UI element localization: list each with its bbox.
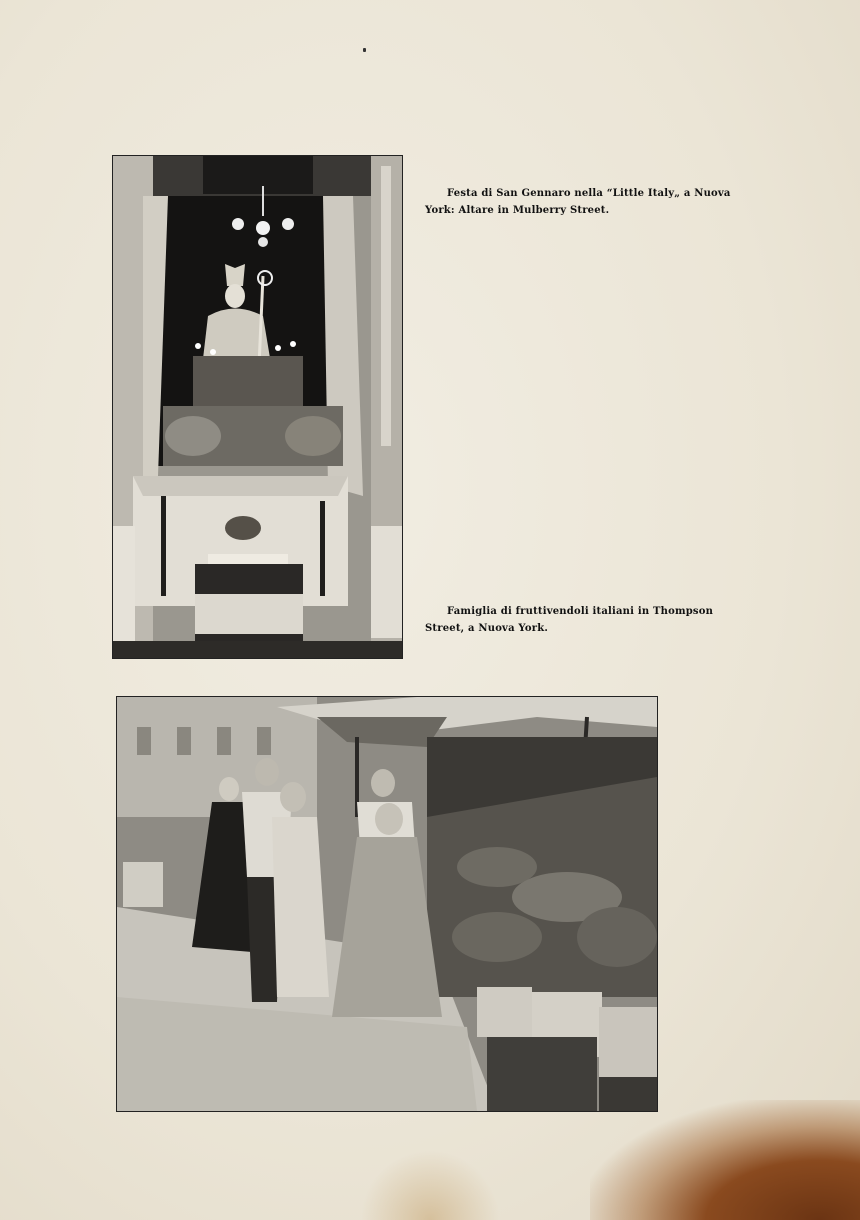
paper-stain: [590, 1100, 860, 1220]
caption-vendors-line-1: Famiglia di fruttivendoli italiani in Thompson: [447, 606, 714, 617]
photo-fruit-vendors: [116, 696, 658, 1112]
caption-altar-line-1: Festa di San Gennaro nella “Little Italy„ a Nuova: [447, 188, 731, 199]
caption-altar: [425, 185, 735, 219]
caption-altar-line-2: York: Altare in Mulberry Street.: [425, 205, 610, 216]
paper-stain-small: [360, 1150, 500, 1220]
photo-san-gennaro-altar: [112, 155, 403, 659]
caption-vendors-line-2: Street, a Nuova York.: [425, 623, 549, 634]
caption-vendors: [425, 603, 739, 637]
ink-speck: [363, 48, 366, 52]
